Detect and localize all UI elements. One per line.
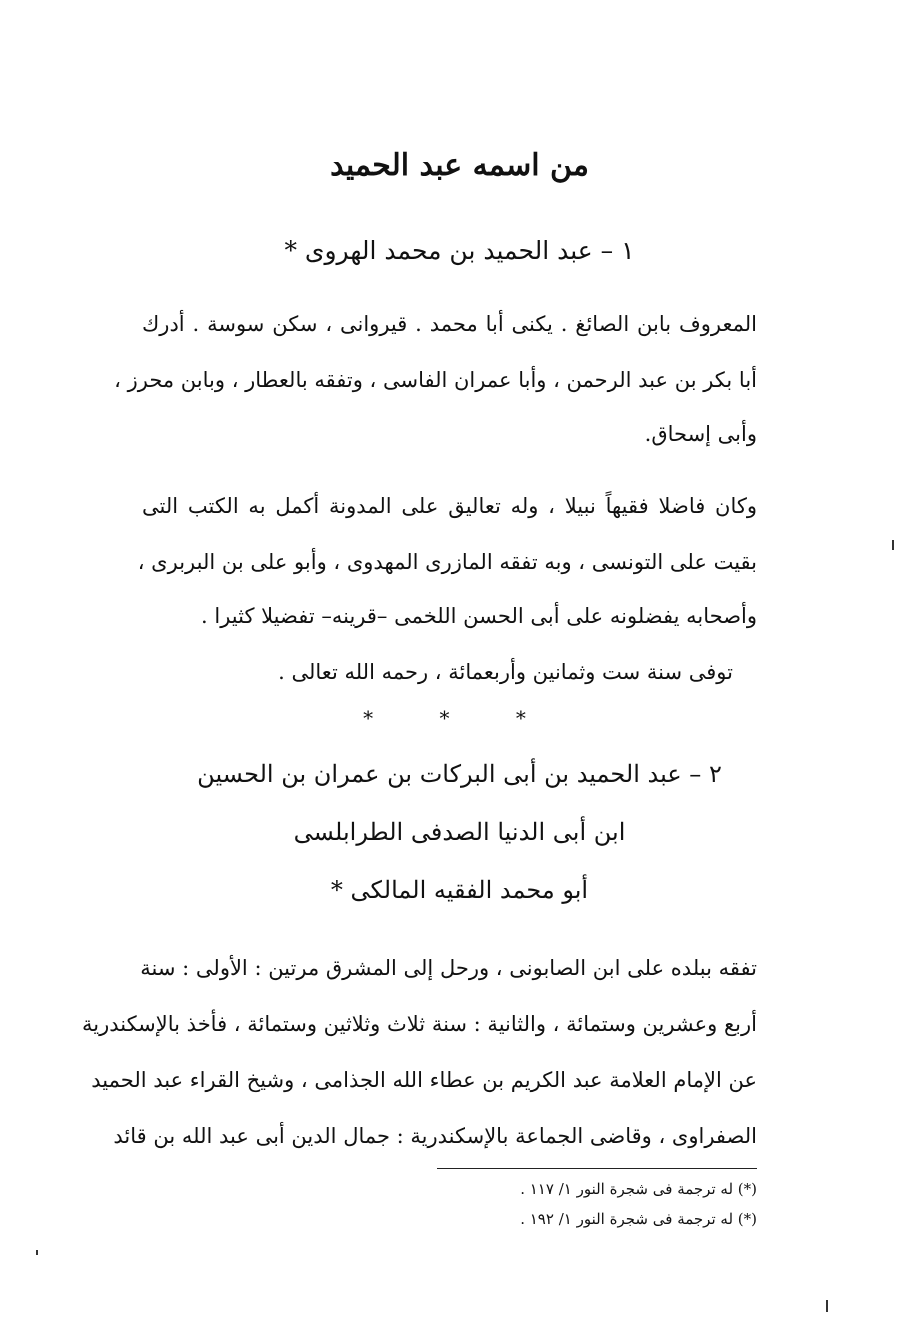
entry2-p1-line4: الصفراوى ، وقاضى الجماعة بالإسكندرية : جمال الدين أبى عبد الله بن قائد	[113, 1124, 757, 1148]
footnote-rule	[437, 1168, 757, 1169]
entry2-p1-line2: أربع وعشرين وستمائة ، والثانية : سنة ثلاث وثلاثين وستمائة ، فأخذ بالإسكندرية	[81, 1012, 757, 1036]
footnote-1: (*) له ترجمة فى شجرة النور ١/ ١١٧ .	[520, 1180, 757, 1198]
entry1-p2-line3: وأصحابه يفضلونه على أبى الحسن اللخمى –قرينه– تفضيلا كثيرا .	[201, 604, 757, 628]
scan-speck	[892, 540, 894, 550]
entry2-heading-line2: ابن أبى الدنيا الصدفى الطرابلسى	[293, 818, 626, 846]
entry1-p1-line2: أبا بكر بن عبد الرحمن ، وأبا عمران الفاسى ، وتفقه بالعطار ، وبابن محرز ،	[114, 368, 757, 392]
scan-speck	[36, 1250, 38, 1255]
entry1-p1-line3: وأبى إسحاق.	[644, 422, 757, 446]
entry1-p1-line1: المعروف بابن الصائغ . يكنى أبا محمد . قيروانى ، سكن سوسة . أدرك	[142, 312, 757, 336]
entry2-p1-line3: عن الإمام العلامة عبد الكريم بن عطاء الله الجذامى ، وشيخ القراء عبد الحميد	[91, 1068, 757, 1092]
entry1-p2-line2: بقيت على التونسى ، وبه تفقه المازرى المهدوى ، وأبو على بن البربرى ،	[137, 550, 757, 574]
entry2-heading-line3: أبو محمد الفقيه المالكى *	[330, 876, 589, 904]
entry1-p2-line1: وكان فاضلا فقيهاً نبيلا ، وله تعاليق على المدونة أكمل به الكتب التى	[142, 494, 757, 518]
entry1-p3: توفى سنة ست وثمانين وأربعمائة ، رحمه الله تعالى .	[278, 660, 733, 684]
section-separator: * * *	[363, 706, 556, 730]
entry2-heading-line1: ٢ – عبد الحميد بن أبى البركات بن عمران بن الحسين	[197, 760, 722, 788]
section-title: من اسمه عبد الحميد	[330, 148, 589, 183]
entry2-p1-line1: تفقه ببلده على ابن الصابونى ، ورحل إلى المشرق مرتين : الأولى : سنة	[140, 956, 757, 980]
scan-speck	[826, 1300, 828, 1312]
entry1-heading: ١ – عبد الحميد بن محمد الهروى *	[284, 236, 635, 265]
footnote-2: (*) له ترجمة فى شجرة النور ١/ ١٩٢ .	[520, 1210, 757, 1228]
